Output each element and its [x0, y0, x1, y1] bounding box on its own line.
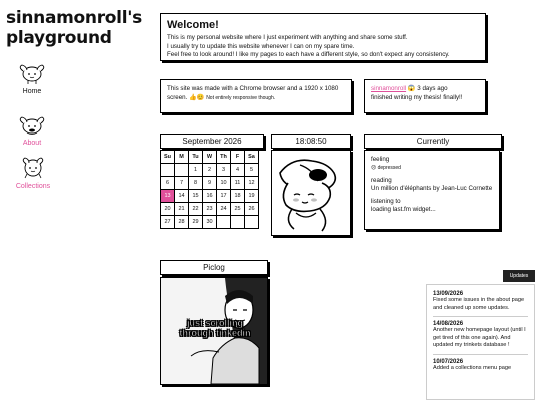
update-date: 14/08/2026 [433, 321, 464, 327]
welcome-line: Feel free to look around! I like my pages to each have a different style, so don't expect any consistency. [167, 51, 450, 58]
nav-item-collections[interactable] [8, 155, 58, 190]
calendar-month-header: September 2026 [160, 134, 264, 149]
browser-note-text: This site was made with a Chrome browser and a 1920 x 1080 screen. [167, 85, 339, 101]
listening-value: loading last.fm widget... [371, 206, 436, 213]
status-emoji-icon: 😱 [407, 85, 416, 92]
calendar-day[interactable]: 13 [161, 190, 175, 203]
piclog-image[interactable] [160, 277, 268, 385]
nav-item-home[interactable] [10, 60, 54, 95]
calendar-day[interactable]: 18 [231, 190, 245, 203]
feeling-face-icon: ☹ [371, 165, 377, 171]
calendar-day[interactable]: 6 [161, 177, 175, 190]
nav-label-home: Home [22, 88, 42, 95]
calendar-week-row [161, 203, 259, 216]
calendar-day[interactable]: 23 [203, 203, 217, 216]
calendar-day[interactable]: 8 [189, 177, 203, 190]
reading-value: Un million d'éléphants by Jean-Luc Cornette [371, 185, 493, 192]
updates-tab[interactable]: Updates [503, 270, 535, 282]
calendar-empty-cell [231, 216, 245, 229]
feeling-label: feeling [371, 156, 390, 163]
calendar-day[interactable]: 15 [189, 190, 203, 203]
calendar-day[interactable]: 2 [203, 164, 217, 177]
listening-label: listening to [371, 198, 401, 205]
update-entry [433, 359, 528, 377]
calendar-day[interactable]: 10 [217, 177, 231, 190]
currently-box [364, 150, 500, 230]
calendar-day[interactable]: 5 [245, 164, 259, 177]
calendar-week-row [161, 164, 259, 177]
calendar-day[interactable]: 20 [161, 203, 175, 216]
calendar-day[interactable]: 3 [217, 164, 231, 177]
calendar-day[interactable]: 12 [245, 177, 259, 190]
status-time: 3 days ago [417, 85, 448, 92]
calendar-day[interactable]: 14 [175, 190, 189, 203]
thumbs-up-icon: 👍😊 [189, 93, 205, 101]
update-entry [433, 321, 528, 355]
status-box [364, 79, 486, 113]
calendar [160, 150, 266, 226]
feeling-value: depressed [377, 165, 401, 171]
site-title: sinnamonroll's playground [6, 8, 142, 48]
calendar-day[interactable]: 9 [203, 177, 217, 190]
calendar-empty-cell [217, 216, 231, 229]
calendar-day[interactable]: 28 [175, 216, 189, 229]
calendar-weekday: Su [161, 151, 175, 164]
calendar-day[interactable]: 1 [189, 164, 203, 177]
nav-label-about: About [22, 140, 42, 147]
calendar-day[interactable]: 7 [175, 177, 189, 190]
calendar-week-row [161, 190, 259, 203]
calendar-week-row [161, 177, 259, 190]
browser-note-small: Not entirely responsive though. [206, 94, 276, 101]
calendar-day[interactable]: 21 [175, 203, 189, 216]
calendar-day[interactable]: 26 [245, 203, 259, 216]
calendar-weekday-row [161, 151, 259, 164]
cinnamoroll-icon [19, 60, 45, 86]
calendar-day[interactable]: 29 [189, 216, 203, 229]
calendar-day[interactable]: 17 [217, 190, 231, 203]
piclog-caption: just scrolling through tinkedin [179, 318, 251, 338]
calendar-weekday: Sa [245, 151, 259, 164]
calendar-empty-cell [245, 216, 259, 229]
nav-label-collections: Collections [15, 183, 51, 190]
welcome-line: This is my personal website where I just experiment with anything and share some stuff. [167, 34, 408, 41]
calendar-day[interactable]: 25 [231, 203, 245, 216]
cinnamoroll-drawing [272, 151, 350, 235]
cinnamoroll-icon [20, 155, 46, 181]
update-text: Another new homepage layout (until I get tired of this one again). And updated my trinkets database ! [433, 327, 526, 348]
update-date: 10/07/2026 [433, 358, 464, 365]
cinnamoroll-picture [271, 150, 351, 236]
calendar-day[interactable]: 27 [161, 216, 175, 229]
calendar-day[interactable]: 4 [231, 164, 245, 177]
calendar-weekday: F [231, 151, 245, 164]
calendar-weekday: Th [217, 151, 231, 164]
update-text: Added a collections menu page [433, 364, 512, 371]
clock: 18:08:50 [271, 134, 351, 149]
update-entry [433, 291, 528, 317]
calendar-day[interactable]: 24 [217, 203, 231, 216]
status-text: finished writing my thesis! finally!! [371, 93, 463, 101]
calendar-week-row [161, 216, 259, 229]
reading-label: reading [371, 177, 392, 184]
calendar-day[interactable]: 19 [245, 190, 259, 203]
welcome-box [160, 13, 486, 61]
welcome-title: Welcome! [167, 19, 219, 31]
calendar-empty-cell [161, 164, 175, 177]
status-user-link[interactable]: sinnamonroll [371, 85, 407, 92]
update-date: 13/09/2026 [433, 291, 464, 297]
nav-item-about[interactable] [10, 112, 54, 147]
currently-header: Currently [364, 134, 502, 149]
updates-panel [426, 284, 535, 400]
calendar-day[interactable]: 16 [203, 190, 217, 203]
calendar-weekday: W [203, 151, 217, 164]
piclog-header: Piclog [160, 260, 268, 275]
calendar-grid [160, 150, 259, 229]
update-text: Fixed some issues in the about page and cleaned up some updates. [433, 297, 525, 311]
calendar-day[interactable]: 11 [231, 177, 245, 190]
calendar-weekday: Tu [189, 151, 203, 164]
calendar-empty-cell [175, 164, 189, 177]
calendar-day[interactable]: 30 [203, 216, 217, 229]
cinnamoroll-icon [19, 112, 45, 138]
welcome-line: I usually try to update this website whenever I can on my spare time. [167, 42, 355, 50]
calendar-weekday: M [175, 151, 189, 164]
browser-note-box [160, 79, 352, 113]
calendar-day[interactable]: 22 [189, 203, 203, 216]
